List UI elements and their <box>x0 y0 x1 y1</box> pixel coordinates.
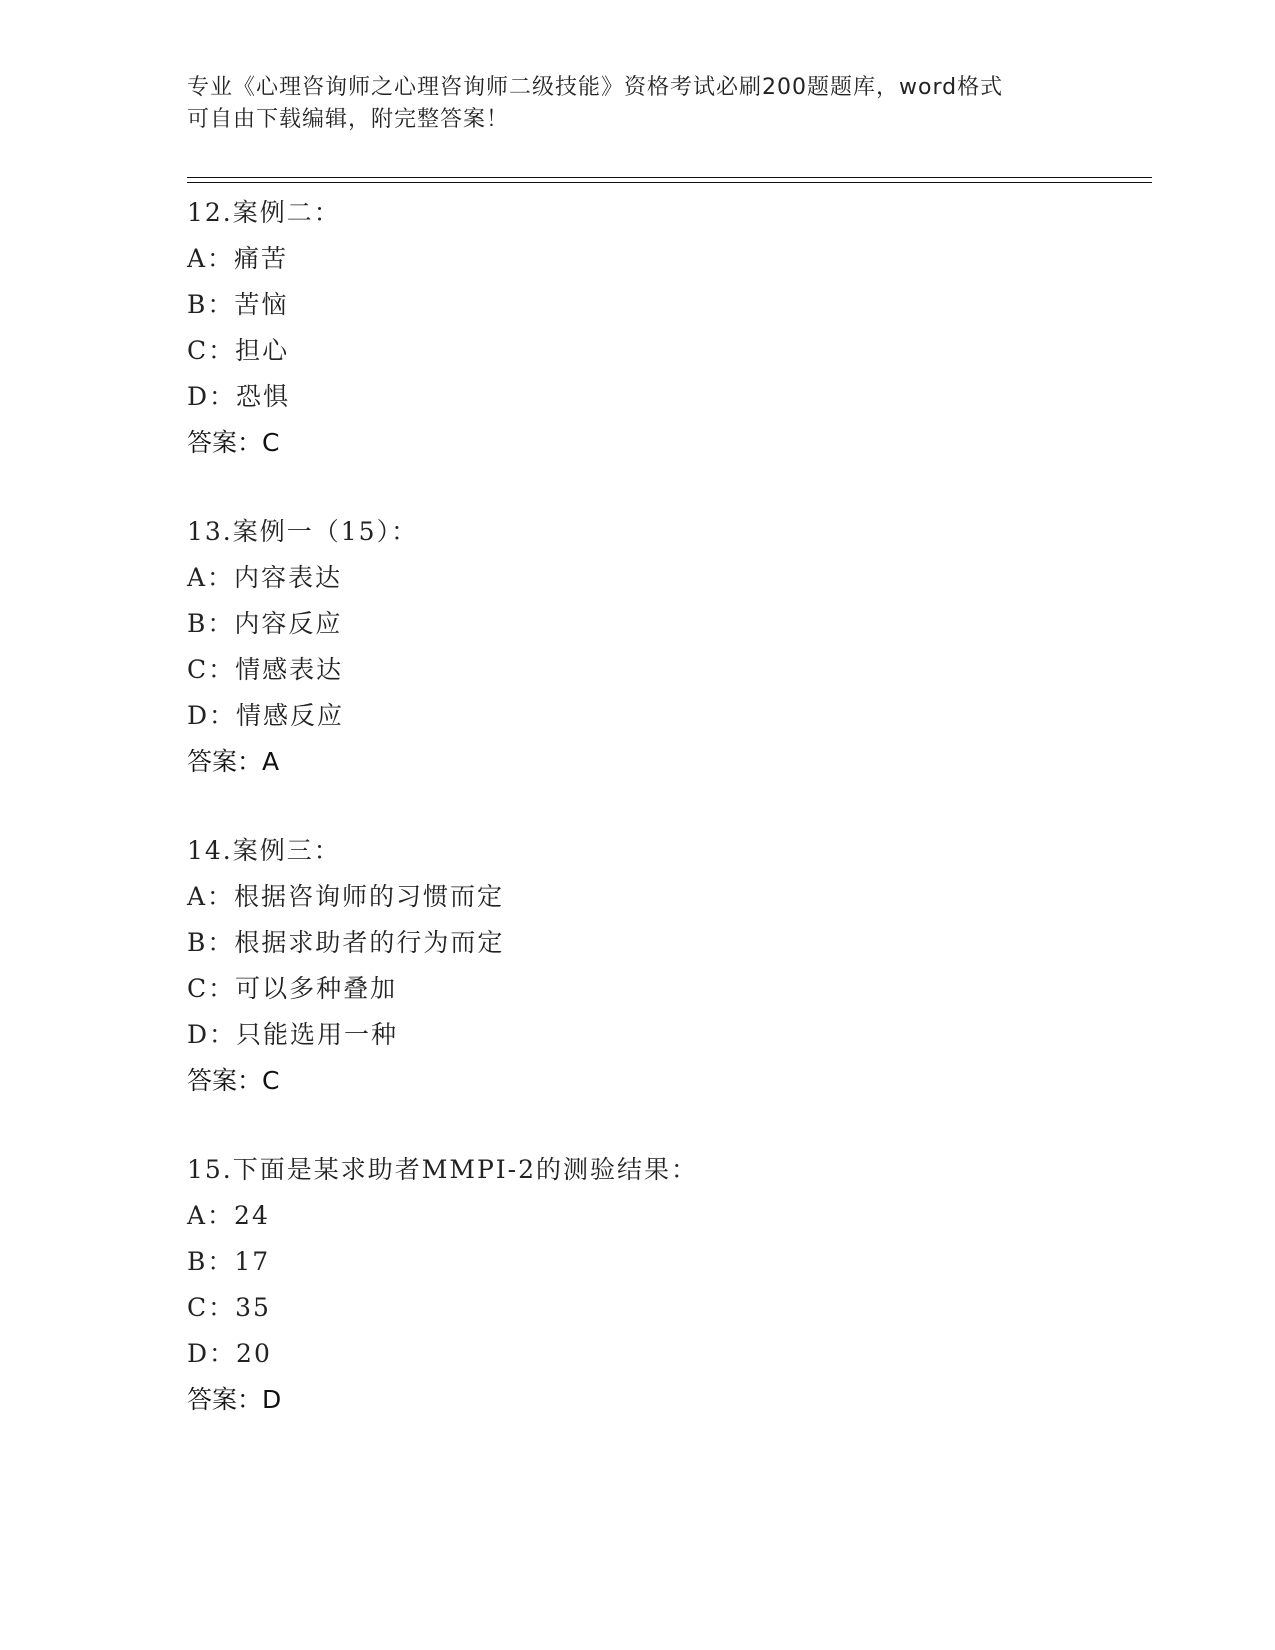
option-a: A：痛苦 <box>187 244 289 273</box>
option-d: D：只能选用一种 <box>187 1020 399 1049</box>
option-c: C：情感表达 <box>187 655 344 684</box>
question-12 <box>187 190 1147 466</box>
header-line-1: 专业《心理咨询师之心理咨询师二级技能》资格考试必刷200题题库，word格式 <box>187 75 1004 100</box>
option-b: B：苦恼 <box>187 290 289 319</box>
question-stem: 14.案例三： <box>187 836 341 865</box>
header-divider-top <box>187 177 1152 178</box>
question-stem: 12.案例二： <box>187 198 341 227</box>
option-b: B：根据求助者的行为而定 <box>187 928 505 957</box>
question-15 <box>187 1147 1147 1423</box>
answer-line: 答案：D <box>187 1385 282 1414</box>
document-header <box>187 72 1087 136</box>
option-d: D：情感反应 <box>187 701 345 730</box>
header-divider-bottom <box>187 182 1152 183</box>
option-b: B：内容反应 <box>187 609 343 638</box>
header-line-2: 可自由下载编辑，附完整答案！ <box>187 107 510 132</box>
option-b: B：17 <box>187 1247 271 1276</box>
option-d: D：20 <box>187 1339 272 1368</box>
option-a: A：内容表达 <box>187 563 343 592</box>
option-a: A：24 <box>187 1201 270 1230</box>
question-13 <box>187 509 1147 785</box>
option-c: C：可以多种叠加 <box>187 974 398 1003</box>
question-14 <box>187 828 1147 1104</box>
answer-line: 答案：C <box>187 428 280 457</box>
option-a: A：根据咨询师的习惯而定 <box>187 882 505 911</box>
option-c: C：35 <box>187 1293 271 1322</box>
option-c: C：担心 <box>187 336 290 365</box>
question-stem: 13.案例一（15）： <box>187 517 419 546</box>
question-list <box>187 190 1147 1466</box>
answer-line: 答案：C <box>187 1066 280 1095</box>
question-stem: 15.下面是某求助者MMPI-2的测验结果： <box>187 1155 699 1184</box>
answer-line: 答案：A <box>187 747 280 776</box>
option-d: D：恐惧 <box>187 382 291 411</box>
